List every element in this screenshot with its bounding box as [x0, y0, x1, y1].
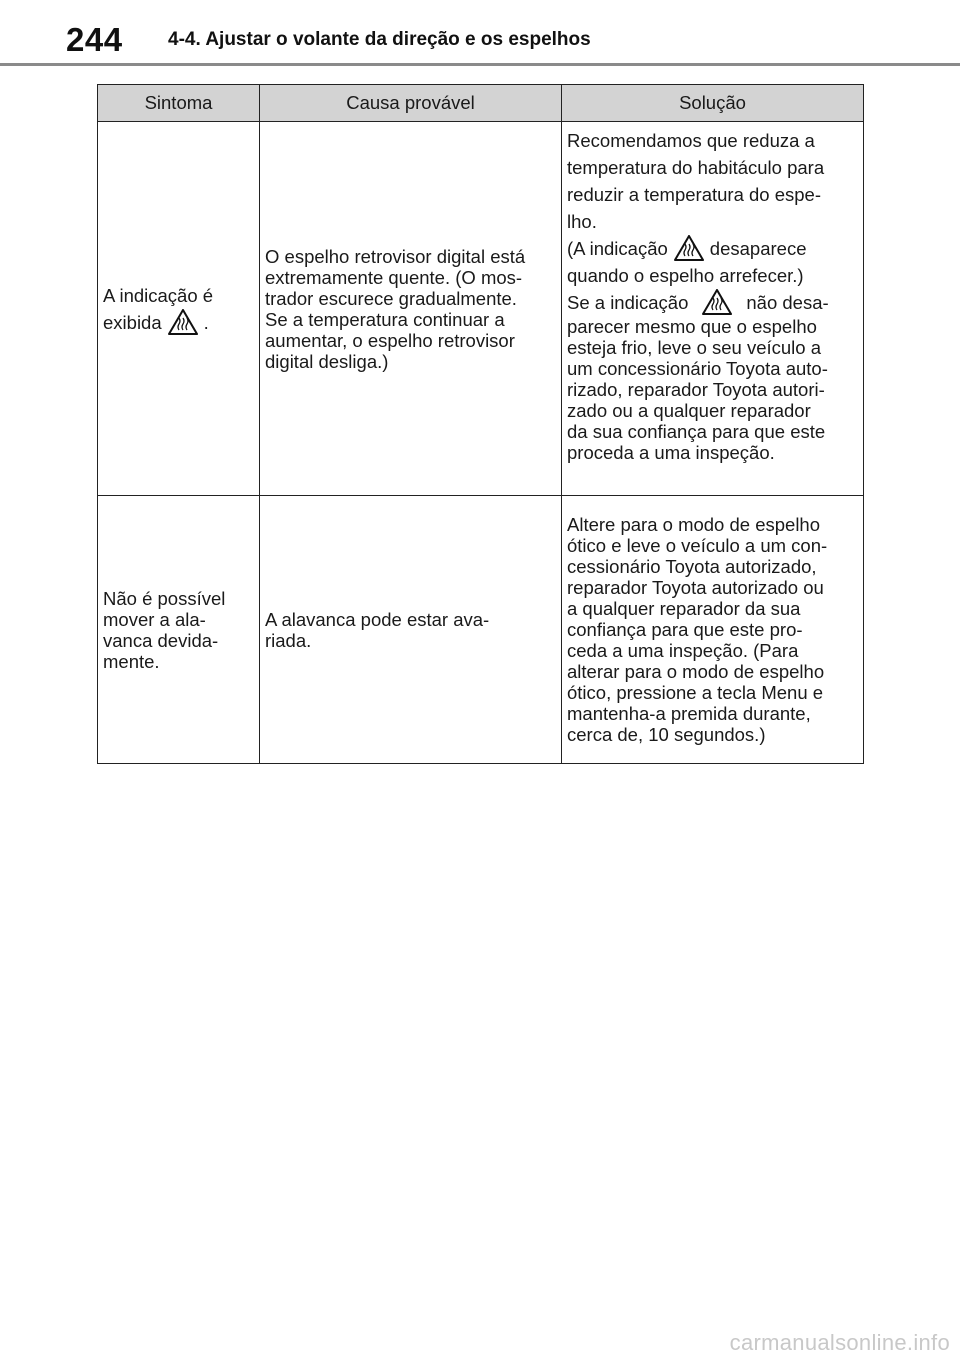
solution-text: desaparece — [709, 238, 807, 259]
symptom-line: Não é possível — [103, 587, 226, 609]
solution-line: proceda a uma inspeção. — [567, 442, 775, 463]
solution-line: parecer mesmo que o espelho — [567, 316, 817, 337]
symptom-cell — [98, 496, 260, 764]
header-solucao: Solução — [562, 85, 864, 122]
cause-line: O espelho retrovisor digital está — [265, 245, 526, 267]
solution-line: zado ou a qualquer reparador — [567, 400, 811, 421]
solution-line: a qualquer reparador da sua — [567, 598, 801, 619]
solution-line: mantenha-a premida durante, — [567, 703, 811, 724]
symptom-text: exibida — [103, 311, 162, 333]
solution-line: um concessionário Toyota auto- — [567, 358, 828, 379]
section-title: 4-4. Ajustar o volante da direção e os espelhos — [168, 29, 591, 50]
cause-line: extremamente quente. (O mos- — [265, 266, 523, 288]
symptom-text: . — [203, 311, 209, 333]
mirror-heat-warning-icon — [702, 289, 732, 315]
table-row — [98, 496, 864, 764]
solution-line: ótico, pressione a tecla Menu e — [567, 682, 824, 703]
symptom-line: A indicação é — [103, 284, 214, 306]
header-sintoma: Sintoma — [98, 85, 260, 122]
symptom-cell — [98, 122, 260, 496]
troubleshooting-table — [97, 84, 864, 764]
solution-line: Altere para o modo de espelho — [567, 514, 821, 535]
solution-line: ótico e leve o veículo a um con- — [567, 535, 828, 556]
cause-line: Se a temperatura continuar a — [265, 308, 505, 330]
table-header-row — [98, 85, 864, 122]
solution-line: ceda a uma inspeção. (Para — [567, 640, 799, 661]
solution-line — [567, 235, 859, 262]
page-number: 244 — [66, 21, 123, 58]
page-header — [0, 0, 960, 66]
solution-line: esteja frio, leve o seu veículo a — [567, 337, 822, 358]
solution-line: quando o espelho arrefecer.) — [567, 265, 804, 286]
solution-paragraph — [567, 127, 859, 316]
solution-line: reduzir a temperatura do espe- — [567, 184, 821, 205]
solution-line: reparador Toyota autorizado ou — [567, 577, 824, 598]
cause-line: riada. — [265, 629, 312, 651]
solution-line: Recomendamos que reduza a — [567, 130, 815, 151]
cause-line: digital desliga.) — [265, 350, 389, 372]
solution-line — [567, 289, 859, 316]
mirror-heat-warning-icon — [168, 309, 198, 335]
symptom-line: vanca devida- — [103, 629, 219, 651]
solution-text: Se a indicação — [567, 292, 689, 313]
solution-line: cerca de, 10 segundos.) — [567, 724, 766, 745]
solution-line: cessionário Toyota autorizado, — [567, 556, 817, 577]
solution-line: temperatura do habitáculo para — [567, 157, 825, 178]
solution-line: da sua confiança para que este — [567, 421, 826, 442]
symptom-line — [103, 309, 255, 336]
solution-line: alterar para o modo de espelho — [567, 661, 825, 682]
solution-cell — [562, 496, 864, 764]
solution-line: rizado, reparador Toyota autori- — [567, 379, 825, 400]
watermark: carmanualsonline.info — [729, 1330, 950, 1355]
cause-line: trador escurece gradualmente. — [265, 287, 517, 309]
cause-cell — [260, 122, 562, 496]
table-row — [98, 122, 864, 496]
solution-text: (A indicação — [567, 238, 668, 259]
header-causa: Causa provável — [260, 85, 562, 122]
solution-line: lho. — [567, 211, 597, 232]
cause-cell — [260, 496, 562, 764]
cause-line: A alavanca pode estar ava- — [265, 608, 490, 630]
symptom-line: mover a ala- — [103, 608, 206, 630]
solution-line: confiança para que este pro- — [567, 619, 803, 640]
symptom-line: mente. — [103, 650, 160, 672]
cause-line: aumentar, o espelho retrovisor — [265, 329, 515, 351]
mirror-heat-warning-icon — [674, 235, 704, 261]
solution-cell — [562, 122, 864, 496]
solution-text: não desa- — [746, 292, 829, 313]
